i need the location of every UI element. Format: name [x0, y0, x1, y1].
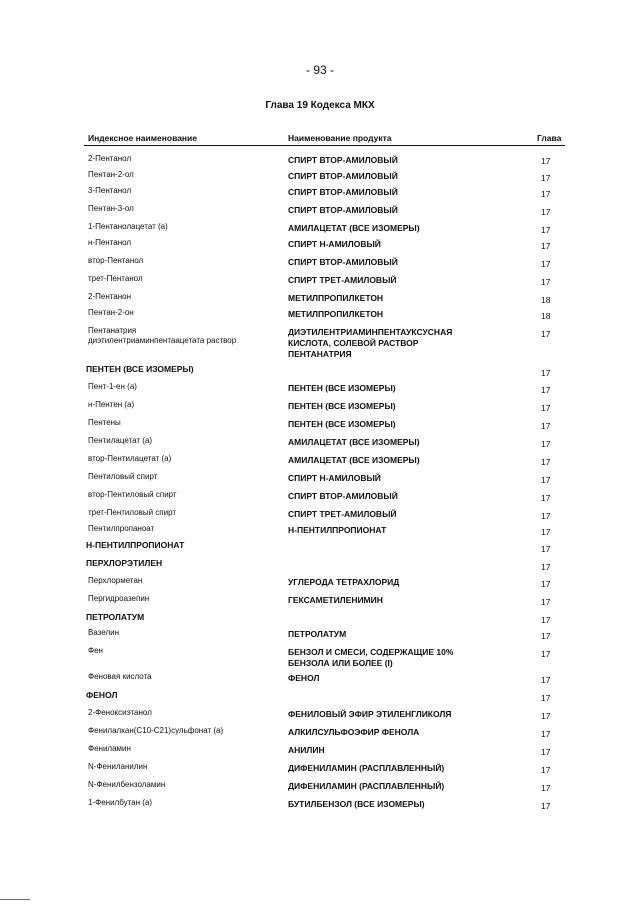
- product-name: СПИРТ Н-АМИЛОВЫЙ: [288, 473, 381, 483]
- product-name: ПЕТРОЛАТУМ: [288, 629, 347, 639]
- index-name: Фенилалкан(С10-С21)сульфонат (а): [88, 726, 224, 735]
- header-index-name: Индексное наименование: [88, 133, 198, 143]
- chapter-number: 17: [541, 457, 551, 467]
- product-name: СПИРТ Н-АМИЛОВЫЙ: [288, 239, 381, 249]
- product-name: СПИРТ ТРЕТ-АМИЛОВЫЙ: [288, 509, 397, 519]
- product-name: СПИРТ ВТОР-АМИЛОВЫЙ: [288, 155, 398, 165]
- product-name: ПЕНТАНАТРИЯ: [288, 349, 352, 359]
- index-name: Пентан-2-он: [88, 308, 134, 317]
- chapter-number: 17: [541, 765, 551, 775]
- chapter-number: 17: [541, 421, 551, 431]
- chapter-number: 17: [541, 225, 551, 235]
- product-name: ПЕНТЕН (ВСЕ ИЗОМЕРЫ): [288, 401, 396, 411]
- index-name: Фениламин: [88, 744, 131, 753]
- index-name: Пентилпропаноат: [88, 524, 155, 533]
- index-name: 3-Пентанол: [88, 186, 132, 195]
- product-name: АЛКИЛСУЛЬФОЭФИР ФЕНОЛА: [288, 727, 420, 737]
- chapter-number: 17: [541, 527, 551, 537]
- product-name: СПИРТ ВТОР-АМИЛОВЫЙ: [288, 257, 398, 267]
- chapter-number: 17: [541, 207, 551, 217]
- index-name: втор-Пентиловый спирт: [88, 490, 177, 499]
- chapter-number: 17: [541, 493, 551, 503]
- index-name: Фен: [88, 646, 103, 655]
- index-name: Пент-1-ен (а): [88, 382, 137, 391]
- index-name: 2-Пентанон: [88, 292, 132, 301]
- chapter-number: 17: [541, 801, 551, 811]
- chapter-number: 17: [541, 189, 551, 199]
- product-name: АНИЛИН: [288, 745, 325, 755]
- chapter-number: 17: [541, 173, 551, 183]
- product-name: ДИФЕНИЛАМИН (РАСПЛАВЛЕННЫЙ): [288, 781, 445, 791]
- index-name: Пентан-3-ол: [88, 204, 134, 213]
- chapter-number: 17: [541, 241, 551, 251]
- product-name: БЕНЗОЛА ИЛИ БОЛЕЕ (I): [288, 658, 393, 668]
- chapter-number: 17: [541, 579, 551, 589]
- index-name-heading: ПЕРХЛОРЭТИЛЕН: [86, 558, 163, 568]
- index-name: Пентены: [88, 418, 121, 427]
- index-name: 1-Пентанолацетат (а): [88, 222, 168, 231]
- index-name: Пергидроазепин: [88, 594, 150, 603]
- product-name: ПЕНТЕН (ВСЕ ИЗОМЕРЫ): [288, 419, 396, 429]
- index-name: Феновая кислота: [88, 672, 152, 681]
- product-name: СПИРТ ВТОР-АМИЛОВЫЙ: [288, 205, 398, 215]
- product-name: БУТИЛБЕНЗОЛ (ВСЕ ИЗОМЕРЫ): [288, 799, 425, 809]
- chapter-number: 17: [541, 368, 551, 378]
- index-name: Пентан-2-ол: [88, 170, 134, 179]
- index-name: втор-Пентанол: [88, 256, 144, 265]
- chapter-number: 18: [541, 295, 551, 305]
- index-name: н-Пентанол: [88, 238, 132, 247]
- product-name: ДИЭТИЛЕНТРИАМИНПЕНТАУКСУСНАЯ: [288, 327, 453, 337]
- chapter-number: 17: [541, 747, 551, 757]
- product-name: УГЛЕРОДА ТЕТРАХЛОРИД: [288, 577, 400, 587]
- chapter-number: 17: [541, 562, 551, 572]
- chapter-number: 17: [541, 631, 551, 641]
- index-name: 2-Феноксиэтанол: [88, 708, 152, 717]
- index-name: 1-Фенилбутан (а): [88, 798, 153, 807]
- product-name: АМИЛАЦЕТАТ (ВСЕ ИЗОМЕРЫ): [288, 455, 420, 465]
- chapter-number: 17: [541, 693, 551, 703]
- footer-rule: [0, 899, 30, 900]
- product-name: СПИРТ ВТОР-АМИЛОВЫЙ: [288, 171, 398, 181]
- product-name: АМИЛАЦЕТАТ (ВСЕ ИЗОМЕРЫ): [288, 437, 420, 447]
- index-name: трет-Пентанол: [88, 274, 143, 283]
- chapter-number: 17: [541, 156, 551, 166]
- index-name: диэтилентриаминпентаацетата раствор: [88, 336, 237, 345]
- product-name: АМИЛАЦЕТАТ (ВСЕ ИЗОМЕРЫ): [288, 223, 420, 233]
- chapter-number: 17: [541, 277, 551, 287]
- product-name: СПИРТ ВТОР-АМИЛОВЫЙ: [288, 491, 398, 501]
- product-name: ФЕНИЛОВЫЙ ЭФИР ЭТИЛЕНГЛИКОЛЯ: [288, 709, 452, 719]
- chapter-number: 17: [541, 675, 551, 685]
- index-name: Пентанатрия: [88, 326, 137, 335]
- index-name: 2-Пентанол: [88, 154, 132, 163]
- product-name: БЕНЗОЛ И СМЕСИ, СОДЕРЖАЩИЕ 10%: [288, 647, 454, 657]
- index-name: втор-Пентилацетат (а): [88, 454, 172, 463]
- product-name: СПИРТ ТРЕТ-АМИЛОВЫЙ: [288, 275, 397, 285]
- chapter-number: 17: [541, 403, 551, 413]
- header-product-name: Наименование продукта: [288, 133, 392, 143]
- chapter-number: 17: [541, 544, 551, 554]
- index-name: Вазелин: [88, 628, 120, 637]
- chapter-number: 17: [541, 649, 551, 659]
- chapter-number: 18: [541, 311, 551, 321]
- index-name: Пентилацетат (а): [88, 436, 153, 445]
- chapter-number: 17: [541, 475, 551, 485]
- chapter-number: 17: [541, 329, 551, 339]
- index-name: N-Фениланилин: [88, 762, 148, 771]
- index-name-heading: ФЕНОЛ: [86, 690, 118, 700]
- page-number: - 93 -: [305, 63, 334, 77]
- index-name: Перхлорметан: [88, 576, 143, 585]
- chapter-number: 17: [541, 711, 551, 721]
- page-title: Глава 19 Кодекса МКХ: [265, 100, 375, 111]
- chapter-number: 17: [541, 511, 551, 521]
- chapter-number: 17: [541, 597, 551, 607]
- chapter-number: 17: [541, 439, 551, 449]
- chapter-number: 17: [541, 259, 551, 269]
- product-name: МЕТИЛПРОПИЛКЕТОН: [288, 309, 384, 319]
- product-name: ПЕНТЕН (ВСЕ ИЗОМЕРЫ): [288, 383, 396, 393]
- index-name: трет-Пентиловый спирт: [88, 508, 177, 517]
- chapter-number: 17: [541, 615, 551, 625]
- product-name: Н-ПЕНТИЛПРОПИОНАТ: [288, 525, 387, 535]
- product-name: МЕТИЛПРОПИЛКЕТОН: [288, 293, 384, 303]
- index-name: Пентиловый спирт: [88, 472, 158, 481]
- index-name: н-Пентен (а): [88, 400, 135, 409]
- index-name-heading: Н-ПЕНТИЛПРОПИОНАТ: [86, 540, 185, 550]
- product-name: ФЕНОЛ: [288, 673, 320, 683]
- header-chapter: Глава: [537, 133, 562, 143]
- chapter-number: 17: [541, 729, 551, 739]
- index-name: N-Фенилбензоламин: [88, 780, 166, 789]
- product-name: ДИФЕНИЛАМИН (РАСПЛАВЛЕННЫЙ): [288, 763, 445, 773]
- product-name: СПИРТ ВТОР-АМИЛОВЫЙ: [288, 187, 398, 197]
- index-name-heading: ПЕНТЕН (ВСЕ ИЗОМЕРЫ): [86, 364, 194, 374]
- product-name: КИСЛОТА, СОЛЕВОЙ РАСТВОР: [288, 338, 419, 348]
- index-name-heading: ПЕТРОЛАТУМ: [86, 612, 145, 622]
- chapter-number: 17: [541, 385, 551, 395]
- product-name: ГЕКСАМЕТИЛЕНИМИН: [288, 595, 383, 605]
- chapter-number: 17: [541, 783, 551, 793]
